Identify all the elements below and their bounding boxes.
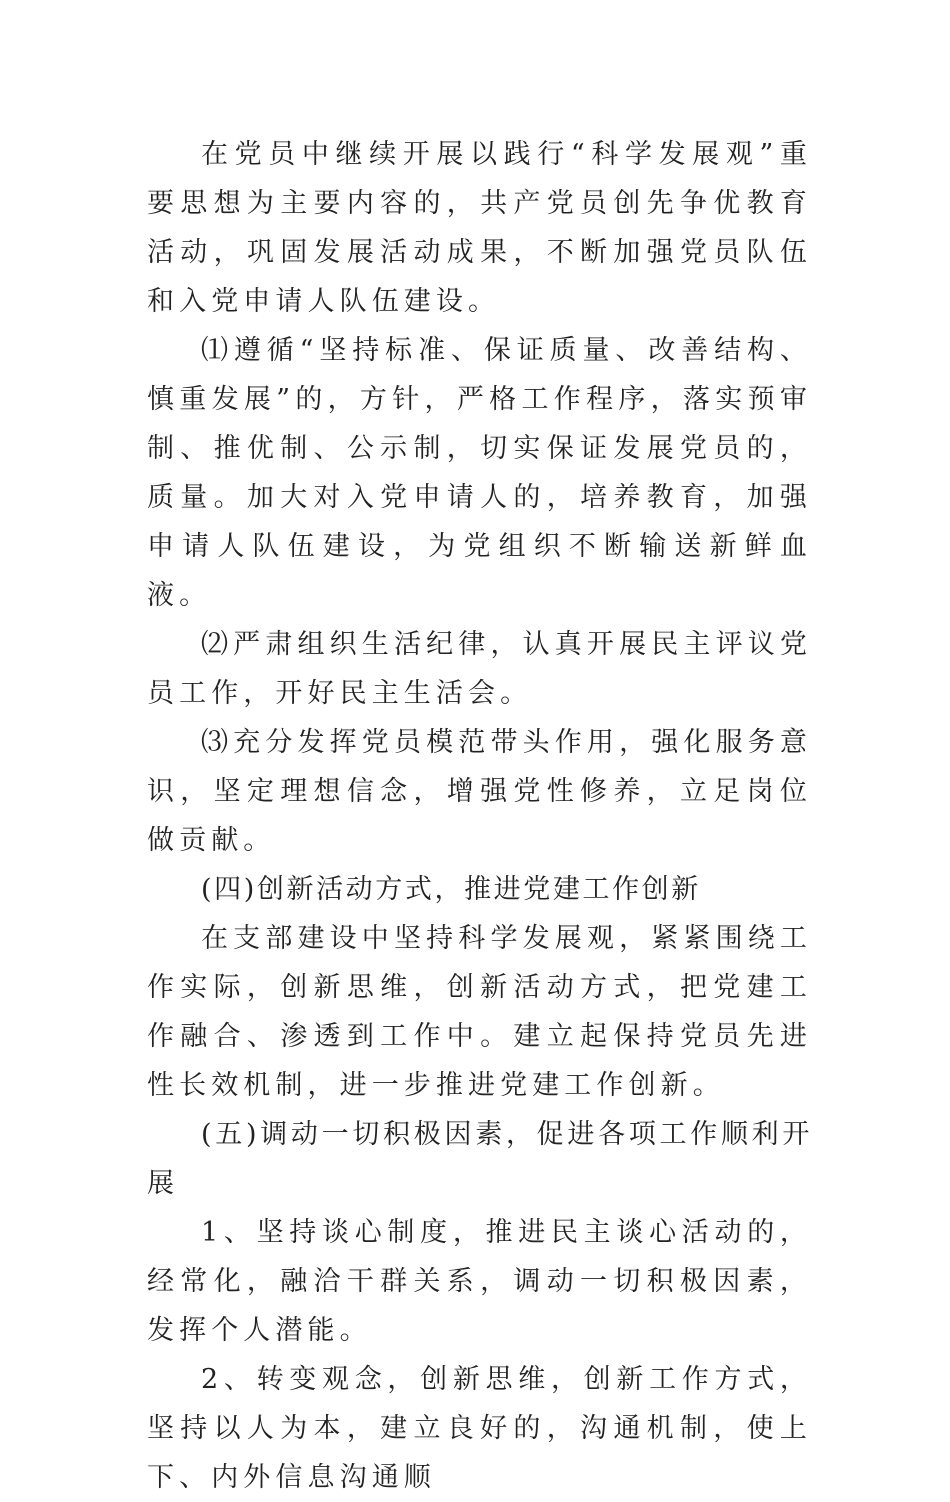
paragraph-item-1: ⑴遵循“坚持标准、保证质量、改善结构、慎重发展”的，方针，严格工作程序，落实预审制、推优制、公示制，切实保证发展党员的，质量。加大对入党申请人的，培养教育，加强申请人队伍建设，为党组织不断输送新鲜血液。	[147, 335, 812, 611]
paragraph-section-5-item-2: 2、转变观念，创新思维，创新工作方式，坚持以人为本，建立良好的，沟通机制，使上下、内外信息沟通顺	[147, 1364, 812, 1493]
section-heading-4: (四)创新活动方式，推进党建工作创新	[201, 874, 701, 905]
document-body	[147, 130, 812, 1502]
section-heading-5: (五)调动一切积极因素，促进各项工作顺利开展	[147, 1119, 812, 1199]
paragraph-section-4: 在支部建设中坚持科学发展观，紧紧围绕工作实际，创新思维，创新活动方式，把党建工作融合、渗透到工作中。建立起保持党员先进性长效机制，进一步推进党建工作创新。	[147, 923, 812, 1101]
paragraph-item-2: ⑵严肃组织生活纪律，认真开展民主评议党员工作，开好民主生活会。	[147, 629, 812, 709]
paragraph-section-5-item-1: 1、坚持谈心制度，推进民主谈心活动的，经常化，融洽干群关系，调动一切积极因素，发挥个人潜能。	[147, 1217, 812, 1346]
paragraph-intro: 在党员中继续开展以践行“科学发展观”重要思想为主要内容的，共产党员创先争优教育活动，巩固发展活动成果，不断加强党员队伍和入党申请人队伍建设。	[147, 139, 812, 317]
paragraph-item-3: ⑶充分发挥党员模范带头作用，强化服务意识，坚定理想信念，增强党性修养，立足岗位做贡献。	[147, 727, 812, 856]
